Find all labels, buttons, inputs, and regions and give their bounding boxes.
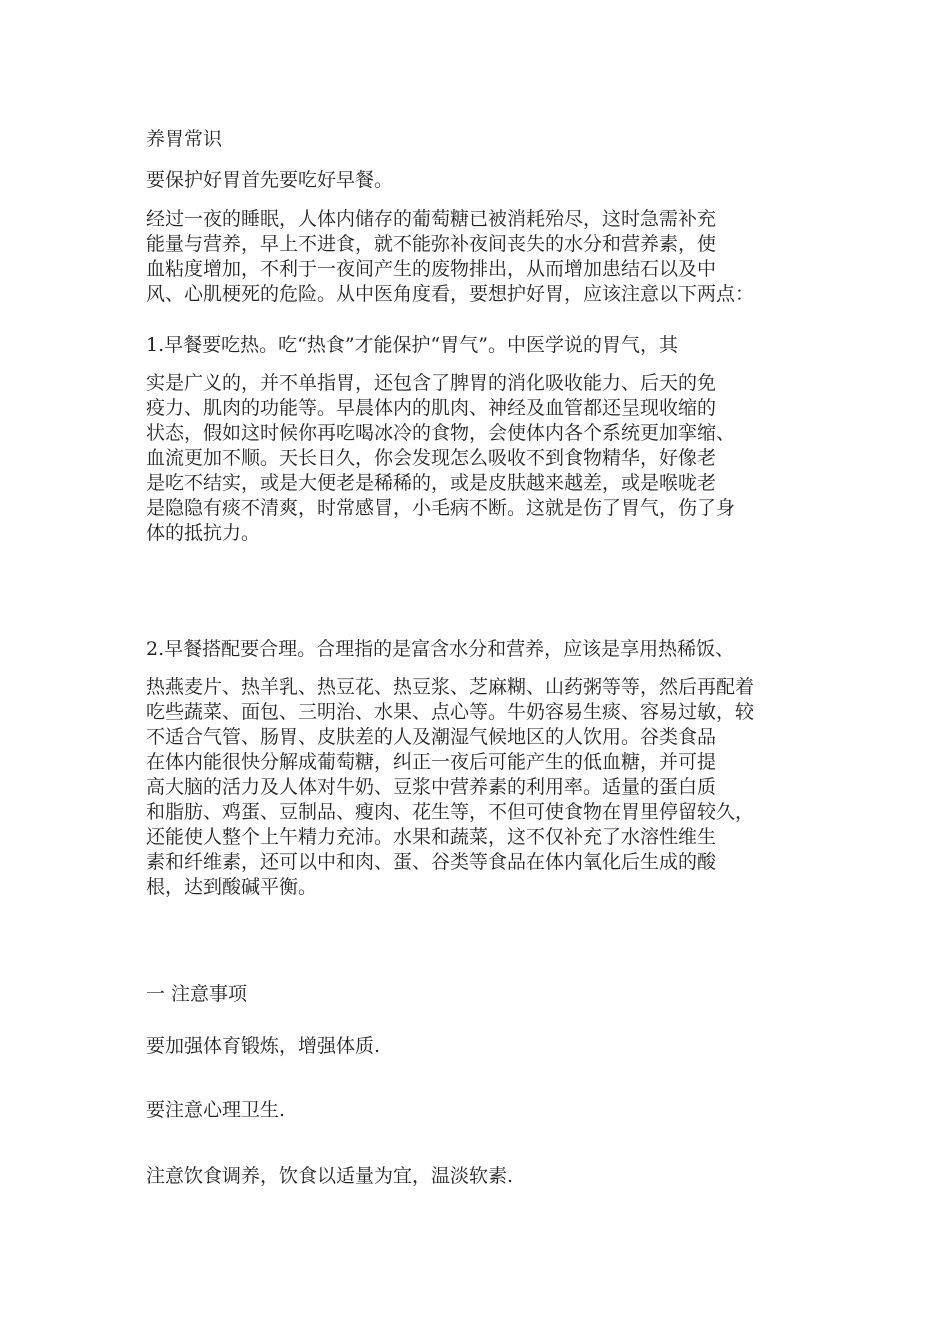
note-item: 要加强体育锻炼，增强体质. — [146, 1035, 381, 1057]
paragraph-line: 血流更加不顺。天长日久，你会发现怎么吸收不到食物精华，好像老 — [146, 447, 717, 469]
paragraph-line: 体的抵抗力。 — [146, 522, 261, 544]
paragraph-line: 素和纤维素，还可以中和肉、蛋、谷类等食品在体内氧化后生成的酸 — [146, 851, 717, 873]
paragraph-line: 吃些蔬菜、面包、三明治、水果、点心等。牛奶容易生痰、容易过敏，较 — [146, 701, 755, 723]
paragraph-line: 能量与营养，早上不进食，就不能弥补夜间丧失的水分和营养素，使 — [146, 233, 717, 255]
paragraph-line: 是隐隐有痰不清爽，时常感冒，小毛病不断。这就是伤了胃气，伤了身 — [146, 497, 736, 519]
paragraph-line: 和脂肪、鸡蛋、豆制品、瘦肉、花生等，不但可使食物在胃里停留较久， — [146, 801, 755, 823]
point-2-body — [146, 675, 826, 900]
paragraph-line: 高大脑的活力及人体对牛奶、豆浆中营养素的利用率。适量的蛋白质 — [146, 776, 717, 798]
paragraph-line: 实是广义的，并不单指胃，还包含了脾胃的消化吸收能力、后天的免 — [146, 372, 717, 394]
paragraph-line: 根，达到酸碱平衡。 — [146, 876, 318, 898]
note-item: 要注意心理卫生. — [146, 1099, 286, 1121]
document-title: 养胃常识 — [146, 128, 223, 150]
paragraph-breakfast-importance — [146, 207, 826, 307]
intro-sentence: 要保护好胃首先要吃好早餐。 — [146, 169, 394, 191]
paragraph-line: 还能使人整个上午精力充沛。水果和蔬菜，这不仅补充了水溶性维生 — [146, 826, 717, 848]
note-item: 注意饮食调养，饮食以适量为宜，温淡软素. — [146, 1165, 514, 1187]
paragraph-line: 血粘度增加，不利于一夜间产生的废物排出，从而增加患结石以及中 — [146, 258, 717, 280]
paragraph-line: 状态，假如这时候你再吃喝冰冷的食物，会使体内各个系统更加挛缩、 — [146, 422, 736, 444]
point-2-heading: 2.早餐搭配要合理。合理指的是富含水分和营养，应该是享用热稀饭、 — [146, 638, 735, 660]
paragraph-line: 疫力、肌肉的功能等。早晨体内的肌肉、神经及血管都还呈现收缩的 — [146, 397, 717, 419]
paragraph-line: 是吃不结实，或是大便老是稀稀的，或是皮肤越来越差，或是喉咙老 — [146, 472, 717, 494]
paragraph-line: 不适合气管、肠胃、皮肤差的人及潮湿气候地区的人饮用。谷类食品 — [146, 726, 717, 748]
paragraph-line: 经过一夜的睡眠，人体内储存的葡萄糖已被消耗殆尽，这时急需补充 — [146, 208, 717, 230]
paragraph-line: 在体内能很快分解成葡萄糖，纠正一夜后可能产生的低血糖，并可提 — [146, 751, 717, 773]
point-1-heading: 1.早餐要吃热。吃“热食”才能保护“胃气”。中医学说的胃气，其 — [146, 334, 678, 356]
notes-heading: 一 注意事项 — [146, 983, 248, 1005]
point-1-body — [146, 371, 826, 546]
paragraph-line: 热燕麦片、热羊乳、热豆花、热豆浆、芝麻糊、山药粥等等，然后再配着 — [146, 676, 755, 698]
paragraph-line: 风、心肌梗死的危险。从中医角度看，要想护好胃，应该注意以下两点： — [146, 283, 755, 305]
